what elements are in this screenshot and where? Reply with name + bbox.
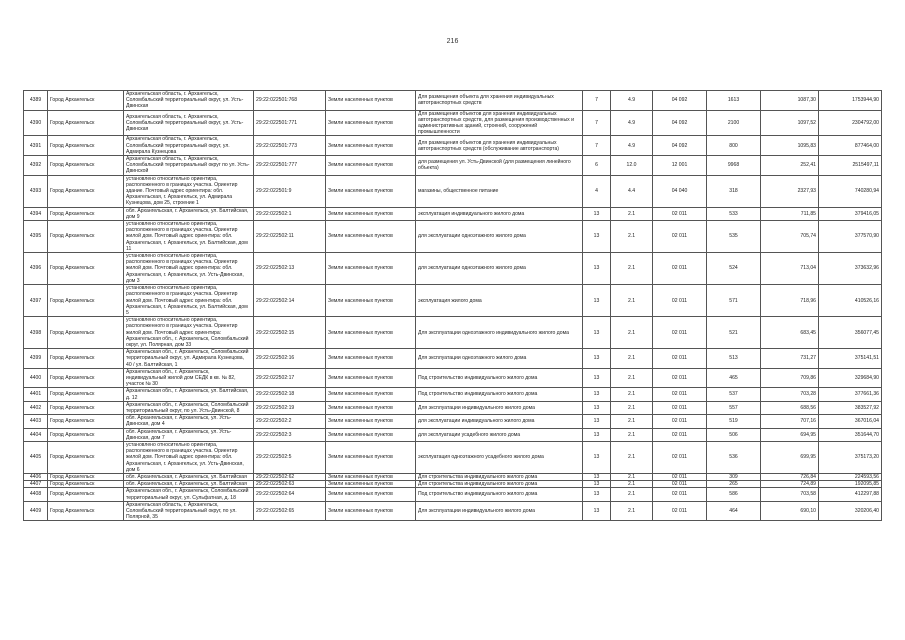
cadastral-value-cell: 740280,94 [819, 175, 882, 207]
group-cell: 13 [583, 317, 611, 349]
municipality-cell: Город Архангельск [48, 136, 124, 156]
code-cell: 02 011 [653, 368, 707, 388]
row-number: 4390 [24, 110, 48, 136]
specific-value-cell: 711,85 [761, 207, 819, 220]
cadastral-value-cell: 2515497,11 [819, 156, 882, 176]
land-category-cell: Земли населенных пунктов [326, 175, 416, 207]
land-category-cell: Земли населенных пунктов [326, 156, 416, 176]
table-row [24, 481, 882, 488]
area-cell: 536 [707, 441, 761, 473]
table-body [24, 91, 882, 521]
rate-cell: 4.9 [611, 110, 653, 136]
land-category-cell: Земли населенных пунктов [326, 388, 416, 401]
row-number: 4405 [24, 441, 48, 473]
rate-cell: 2.1 [611, 415, 653, 428]
area-cell: 519 [707, 415, 761, 428]
group-cell: 13 [583, 253, 611, 285]
group-cell: 13 [583, 488, 611, 501]
cadastral-number-cell: 29:22:022502:64 [254, 488, 326, 501]
row-number: 4406 [24, 473, 48, 480]
cadastral-value-cell: 351644,70 [819, 428, 882, 441]
cadastral-value-cell: 367016,04 [819, 415, 882, 428]
land-category-cell: Земли населенных пунктов [326, 441, 416, 473]
row-number: 4404 [24, 428, 48, 441]
land-category-cell: Земли населенных пунктов [326, 368, 416, 388]
address-cell: Архангельская обл., г. Архангельск, Соломбальский территориальный округ, ул. Адмирала Кузнецова, 40 / ул. Балтийская, 1 [124, 349, 254, 369]
table-row [24, 368, 882, 388]
municipality-cell: Город Архангельск [48, 388, 124, 401]
cadastral-number-cell: 29:22:022502:16 [254, 349, 326, 369]
rate-cell: 2.1 [611, 207, 653, 220]
address-cell: обл. Архангельская, г. Архангельск, ул. Усть-Двинская, дом 7 [124, 428, 254, 441]
municipality-cell: Город Архангельск [48, 110, 124, 136]
permitted-use-cell: магазины, общественное питание [416, 175, 583, 207]
rate-cell: 2.1 [611, 481, 653, 488]
cadastral-number-cell: 29:22:022501:773 [254, 136, 326, 156]
land-category-cell: Земли населенных пунктов [326, 91, 416, 111]
code-cell: 02 011 [653, 441, 707, 473]
municipality-cell: Город Архангельск [48, 415, 124, 428]
municipality-cell: Город Архангельск [48, 481, 124, 488]
group-cell: 13 [583, 401, 611, 414]
area-cell: 506 [707, 428, 761, 441]
table-row [24, 156, 882, 176]
cadastral-value-cell: 329684,90 [819, 368, 882, 388]
cadastral-value-cell: 2304792,00 [819, 110, 882, 136]
code-cell: 02 011 [653, 501, 707, 521]
address-cell: Архангельская обл., г. Архангельск, ул. Балтийская, д. 12 [124, 388, 254, 401]
municipality-cell: Город Архангельск [48, 401, 124, 414]
area-cell: 533 [707, 207, 761, 220]
area-cell: 9968 [707, 156, 761, 176]
cadastral-value-cell: 377661,36 [819, 388, 882, 401]
table-row [24, 317, 882, 349]
code-cell: 02 011 [653, 388, 707, 401]
row-number: 4399 [24, 349, 48, 369]
area-cell: 571 [707, 285, 761, 317]
table-row [24, 473, 882, 480]
land-category-cell: Земли населенных пунктов [326, 221, 416, 253]
specific-value-cell: 703,28 [761, 388, 819, 401]
cadastral-number-cell: 29:22:022502:1 [254, 207, 326, 220]
rate-cell: 2.1 [611, 317, 653, 349]
permitted-use-cell: Под строительство индивидуального жилого дома [416, 388, 583, 401]
code-cell: 02 011 [653, 221, 707, 253]
cadastral-value-cell: 379416,05 [819, 207, 882, 220]
area-cell: 513 [707, 349, 761, 369]
code-cell: 04 092 [653, 110, 707, 136]
cadastral-number-cell: 29:22:022502:15 [254, 317, 326, 349]
table-row [24, 428, 882, 441]
code-cell: 04 092 [653, 91, 707, 111]
municipality-cell: Город Архангельск [48, 175, 124, 207]
table-row [24, 285, 882, 317]
cadastral-value-cell: 410526,16 [819, 285, 882, 317]
address-cell: Архангельская область, г. Архангельск, Соломбальский территориальный округ, ул. Адмирала Кузнецова [124, 136, 254, 156]
cadastral-number-cell: 29:22:022501:771 [254, 110, 326, 136]
cadastral-number-cell: 29:22:022501:777 [254, 156, 326, 176]
row-number: 4408 [24, 488, 48, 501]
row-number: 4391 [24, 136, 48, 156]
group-cell: 13 [583, 221, 611, 253]
permitted-use-cell: эксплуатация жилого дома [416, 285, 583, 317]
area-cell: 1613 [707, 91, 761, 111]
group-cell: 13 [583, 501, 611, 521]
rate-cell: 2.1 [611, 388, 653, 401]
rate-cell: 2.1 [611, 253, 653, 285]
permitted-use-cell: Для строительства индивидуального жилого дома [416, 481, 583, 488]
land-category-cell: Земли населенных пунктов [326, 428, 416, 441]
code-cell: 02 011 [653, 317, 707, 349]
rate-cell: 2.1 [611, 349, 653, 369]
table-row [24, 91, 882, 111]
group-cell: 6 [583, 156, 611, 176]
row-number: 4393 [24, 175, 48, 207]
code-cell: 02 011 [653, 349, 707, 369]
specific-value-cell: 718,96 [761, 285, 819, 317]
group-cell: 13 [583, 473, 611, 480]
rate-cell: 12.0 [611, 156, 653, 176]
address-cell: Архангельская область, г. Архангельск, Соломбальский территориальный округ, ул. Усть-Двинская [124, 110, 254, 136]
municipality-cell: Город Архангельск [48, 317, 124, 349]
specific-value-cell: 2327,93 [761, 175, 819, 207]
permitted-use-cell: Для эксплуатации одноэтажного жилого дома [416, 349, 583, 369]
cadastral-value-cell: 375141,51 [819, 349, 882, 369]
table-row [24, 349, 882, 369]
code-cell: 04 092 [653, 136, 707, 156]
group-cell: 4 [583, 175, 611, 207]
cadastral-number-cell: 29:22:022502:18 [254, 388, 326, 401]
cadastral-value-cell: 320206,40 [819, 501, 882, 521]
permitted-use-cell: Для эксплуатации индивидуального жилого дома [416, 501, 583, 521]
specific-value-cell: 713,04 [761, 253, 819, 285]
cadastral-number-cell: 29:22:022502:62 [254, 473, 326, 480]
land-category-cell: Земли населенных пунктов [326, 253, 416, 285]
municipality-cell: Город Архангельск [48, 473, 124, 480]
specific-value-cell: 690,10 [761, 501, 819, 521]
address-cell: Архангельская область, г. Архангельск, Соломбальский территориальный округ, ул. Усть-Двинская [124, 91, 254, 111]
land-category-cell: Земли населенных пунктов [326, 317, 416, 349]
specific-value-cell: 703,58 [761, 488, 819, 501]
page-number: 216 [446, 38, 459, 45]
land-category-cell: Земли населенных пунктов [326, 415, 416, 428]
row-number: 4392 [24, 156, 48, 176]
address-cell: установлено относительно ориентира, расположенного в границах участка. Ориентир жилой дом. Почтовый адрес ориентира: обл. Архангельская, г. Архангельск, ул. Балтийская, дом 11 [124, 221, 254, 253]
specific-value-cell: 731,27 [761, 349, 819, 369]
municipality-cell: Город Архангельск [48, 91, 124, 111]
rate-cell: 2.1 [611, 221, 653, 253]
rate-cell: 4.9 [611, 136, 653, 156]
address-cell: обл. Архангельская, г. Архангельск, ул. Балтийская [124, 481, 254, 488]
table-row [24, 388, 882, 401]
specific-value-cell: 1097,52 [761, 110, 819, 136]
code-cell: 02 011 [653, 207, 707, 220]
rate-cell: 2.1 [611, 285, 653, 317]
specific-value-cell: 724,89 [761, 481, 819, 488]
cadastral-value-cell: 224593,56 [819, 473, 882, 480]
permitted-use-cell: Под строительство индивидуального жилого дома [416, 488, 583, 501]
address-cell: обл. Архангельская, г. Архангельск, ул. Усть-Двинская, дом 4 [124, 415, 254, 428]
group-cell: 13 [583, 388, 611, 401]
group-cell: 13 [583, 415, 611, 428]
table-row [24, 253, 882, 285]
area-cell: 586 [707, 488, 761, 501]
area-cell: 465 [707, 368, 761, 388]
land-category-cell: Земли населенных пунктов [326, 207, 416, 220]
address-cell: Архангельская область, г. Архангельск, Соломбальский территориальный округ по ул. Усть-Двинской [124, 156, 254, 176]
permitted-use-cell: для эксплуатации усадебного жилого дома [416, 428, 583, 441]
municipality-cell: Город Архангельск [48, 253, 124, 285]
cadastral-number-cell: 29:22:022502:13 [254, 253, 326, 285]
area-cell: 537 [707, 388, 761, 401]
address-cell: обл. Архангельская, г. Архангельск, ул. Балтийская [124, 473, 254, 480]
specific-value-cell: 707,16 [761, 415, 819, 428]
rate-cell: 2.1 [611, 428, 653, 441]
cadastral-number-cell: 29:22:022502:5 [254, 441, 326, 473]
specific-value-cell: 705,74 [761, 221, 819, 253]
specific-value-cell: 688,56 [761, 401, 819, 414]
area-cell: 265 [707, 481, 761, 488]
permitted-use-cell: для размещения ул. Усть-Двинской (для размещения линейного объекта) [416, 156, 583, 176]
cadastral-value-cell: 877464,00 [819, 136, 882, 156]
permitted-use-cell: для эксплуатации индивидуального жилого дома [416, 415, 583, 428]
address-cell: Архангельская обл., г. Архангельск, индивидуальный жилой дом СЕДК в кв. № 82, участок № 30 [124, 368, 254, 388]
row-number: 4403 [24, 415, 48, 428]
cadastral-value-cell: 377570,90 [819, 221, 882, 253]
group-cell: 13 [583, 441, 611, 473]
address-cell: установлено относительно ориентира, расположенного в границах участка. Ориентир жилой дом. Почтовый адрес ориентира: обл. Архангельская, г. Архангельск, ул. Усть-Двинская, дом 6 [124, 441, 254, 473]
address-cell: обл. Архангельская, г. Архангельск, ул. Балтийская, дом 9 [124, 207, 254, 220]
area-cell: 2100 [707, 110, 761, 136]
table-row [24, 207, 882, 220]
permitted-use-cell: Для эксплуатации одноэтажного индивидуального жилого дома [416, 317, 583, 349]
municipality-cell: Город Архангельск [48, 156, 124, 176]
municipality-cell: Город Архангельск [48, 221, 124, 253]
area-cell: 318 [707, 175, 761, 207]
land-category-cell: Земли населенных пунктов [326, 488, 416, 501]
cadastral-value-table [23, 90, 882, 521]
cadastral-value-cell: 375173,20 [819, 441, 882, 473]
group-cell: 7 [583, 110, 611, 136]
code-cell: 02 011 [653, 401, 707, 414]
address-cell: установлено относительно ориентира, расположенного в границах участка. Ориентир жилой дом. Почтовый адрес ориентира: обл. Архангельская, г. Архангельск, ул. Усть-Двинская, дом 3 [124, 253, 254, 285]
code-cell: 12 001 [653, 156, 707, 176]
group-cell: 13 [583, 428, 611, 441]
specific-value-cell: 694,95 [761, 428, 819, 441]
area-cell: 464 [707, 501, 761, 521]
table-row [24, 401, 882, 414]
permitted-use-cell: для эксплуатации одноэтажного жилого дома [416, 221, 583, 253]
specific-value-cell: 1087,30 [761, 91, 819, 111]
row-number: 4396 [24, 253, 48, 285]
cadastral-value-cell: 356077,45 [819, 317, 882, 349]
land-category-cell: Земли населенных пунктов [326, 349, 416, 369]
cadastral-value-cell: 1753944,90 [819, 91, 882, 111]
cadastral-number-cell: 29:22:022502:2 [254, 415, 326, 428]
land-category-cell: Земли населенных пунктов [326, 501, 416, 521]
group-cell: 13 [583, 349, 611, 369]
permitted-use-cell: Для строительства индивидуального жилого дома [416, 473, 583, 480]
area-cell: 309 [707, 473, 761, 480]
code-cell: 02 011 [653, 488, 707, 501]
permitted-use-cell: Под строительство индивидуального жилого дома [416, 368, 583, 388]
municipality-cell: Город Архангельск [48, 488, 124, 501]
permitted-use-cell: эксплуатация одноэтажного усадебного жилого дома [416, 441, 583, 473]
cadastral-value-cell: 383527,92 [819, 401, 882, 414]
code-cell: 02 011 [653, 415, 707, 428]
rate-cell: 2.1 [611, 488, 653, 501]
specific-value-cell: 1095,83 [761, 136, 819, 156]
land-category-cell: Земли населенных пунктов [326, 401, 416, 414]
address-cell: установлено относительно ориентира, расположенного в границах участка. Ориентир жилой дом. Почтовый адрес ориентира: Архангельская обл., г. Архангельск, Соломбальский округ, ул. Полярная, дом 33 [124, 317, 254, 349]
permitted-use-cell: эксплуатация индивидуального жилого дома [416, 207, 583, 220]
address-cell: Архангельская обл., г. Архангельск, Соломбальский территориальный округ, ул. Сульфатная, д. 18 [124, 488, 254, 501]
row-number: 4398 [24, 317, 48, 349]
code-cell: 02 011 [653, 473, 707, 480]
row-number: 4400 [24, 368, 48, 388]
table-row [24, 415, 882, 428]
cadastral-value-cell: 412297,88 [819, 488, 882, 501]
land-category-cell: Земли населенных пунктов [326, 136, 416, 156]
code-cell: 02 011 [653, 253, 707, 285]
rate-cell: 4.4 [611, 175, 653, 207]
row-number: 4402 [24, 401, 48, 414]
table-row [24, 441, 882, 473]
permitted-use-cell: Для эксплуатации индивидуального жилого дома [416, 401, 583, 414]
rate-cell: 4.9 [611, 91, 653, 111]
address-cell: установлено относительно ориентира, расположенного в границах участка. Ориентир жилой дом. Почтовый адрес ориентира: обл. Архангельская, г. Архангельск, ул. Балтийская, дом 5 [124, 285, 254, 317]
address-cell: установлено относительно ориентира, расположенного в границах участка. Ориентир здание. Почтовый адрес ориентира: обл. Архангельская, г. Архангельск, ул. Адмирала Кузнецова, дом 25, строение 1 [124, 175, 254, 207]
specific-value-cell: 699,95 [761, 441, 819, 473]
area-cell: 800 [707, 136, 761, 156]
code-cell: 02 011 [653, 285, 707, 317]
municipality-cell: Город Архангельск [48, 349, 124, 369]
row-number: 4407 [24, 481, 48, 488]
area-cell: 557 [707, 401, 761, 414]
row-number: 4395 [24, 221, 48, 253]
group-cell: 7 [583, 91, 611, 111]
permitted-use-cell: для эксплуатации одноэтажного жилого дома [416, 253, 583, 285]
table-row [24, 136, 882, 156]
table-row [24, 175, 882, 207]
municipality-cell: Город Архангельск [48, 285, 124, 317]
cadastral-value-cell: 373632,96 [819, 253, 882, 285]
land-category-cell: Земли населенных пунктов [326, 110, 416, 136]
group-cell: 13 [583, 207, 611, 220]
permitted-use-cell: Для размещения объектов для хранения индивидуальных автотранспортных средств (обслуживание автотранспорта) [416, 136, 583, 156]
area-cell: 535 [707, 221, 761, 253]
group-cell: 13 [583, 368, 611, 388]
rate-cell: 2.1 [611, 501, 653, 521]
permitted-use-cell: Для размещения объектов для хранения индивидуальных автотранспортных средств, для размещения производственных и административных зданий, строений, сооружений промышленности [416, 110, 583, 136]
code-cell: 04 040 [653, 175, 707, 207]
municipality-cell: Город Архангельск [48, 501, 124, 521]
row-number: 4394 [24, 207, 48, 220]
cadastral-number-cell: 29:22:022502:17 [254, 368, 326, 388]
table-row [24, 501, 882, 521]
specific-value-cell: 726,84 [761, 473, 819, 480]
specific-value-cell: 709,86 [761, 368, 819, 388]
address-cell: Архангельская обл., г. Архангельск, Соломбальский территориальный округ, по ул. Усть-Двинской, 8 [124, 401, 254, 414]
land-category-cell: Земли населенных пунктов [326, 285, 416, 317]
group-cell: 13 [583, 481, 611, 488]
specific-value-cell: 252,41 [761, 156, 819, 176]
cadastral-number-cell: 29:22:022502:19 [254, 401, 326, 414]
municipality-cell: Город Архангельск [48, 207, 124, 220]
permitted-use-cell: Для размещения объекта для хранения индивидуальных автотранспортных средств [416, 91, 583, 111]
table-row [24, 488, 882, 501]
rate-cell: 2.1 [611, 401, 653, 414]
row-number: 4401 [24, 388, 48, 401]
cadastral-number-cell: 29:22:022502:11 [254, 221, 326, 253]
code-cell: 02 011 [653, 481, 707, 488]
row-number: 4389 [24, 91, 48, 111]
land-category-cell: Земли населенных пунктов [326, 481, 416, 488]
cadastral-number-cell: 29:22:022502:63 [254, 481, 326, 488]
group-cell: 13 [583, 285, 611, 317]
municipality-cell: Город Архангельск [48, 441, 124, 473]
cadastral-number-cell: 29:22:022502:14 [254, 285, 326, 317]
area-cell: 521 [707, 317, 761, 349]
address-cell: Архангельская область, г. Архангельск, Соломбальский территориальный округ, по ул. Полярной, 35 [124, 501, 254, 521]
cadastral-value-cell: 192095,85 [819, 481, 882, 488]
table-row [24, 221, 882, 253]
cadastral-number-cell: 29:22:022501:768 [254, 91, 326, 111]
municipality-cell: Город Архангельск [48, 428, 124, 441]
area-cell: 524 [707, 253, 761, 285]
cadastral-number-cell: 29:22:022502:65 [254, 501, 326, 521]
code-cell: 02 011 [653, 428, 707, 441]
row-number: 4409 [24, 501, 48, 521]
municipality-cell: Город Архангельск [48, 368, 124, 388]
table-row [24, 110, 882, 136]
specific-value-cell: 683,45 [761, 317, 819, 349]
cadastral-number-cell: 29:22:022502:3 [254, 428, 326, 441]
group-cell: 7 [583, 136, 611, 156]
rate-cell: 2.1 [611, 473, 653, 480]
row-number: 4397 [24, 285, 48, 317]
land-category-cell: Земли населенных пунктов [326, 473, 416, 480]
rate-cell: 2.1 [611, 368, 653, 388]
cadastral-number-cell: 29:22:022501:9 [254, 175, 326, 207]
rate-cell: 2.1 [611, 441, 653, 473]
